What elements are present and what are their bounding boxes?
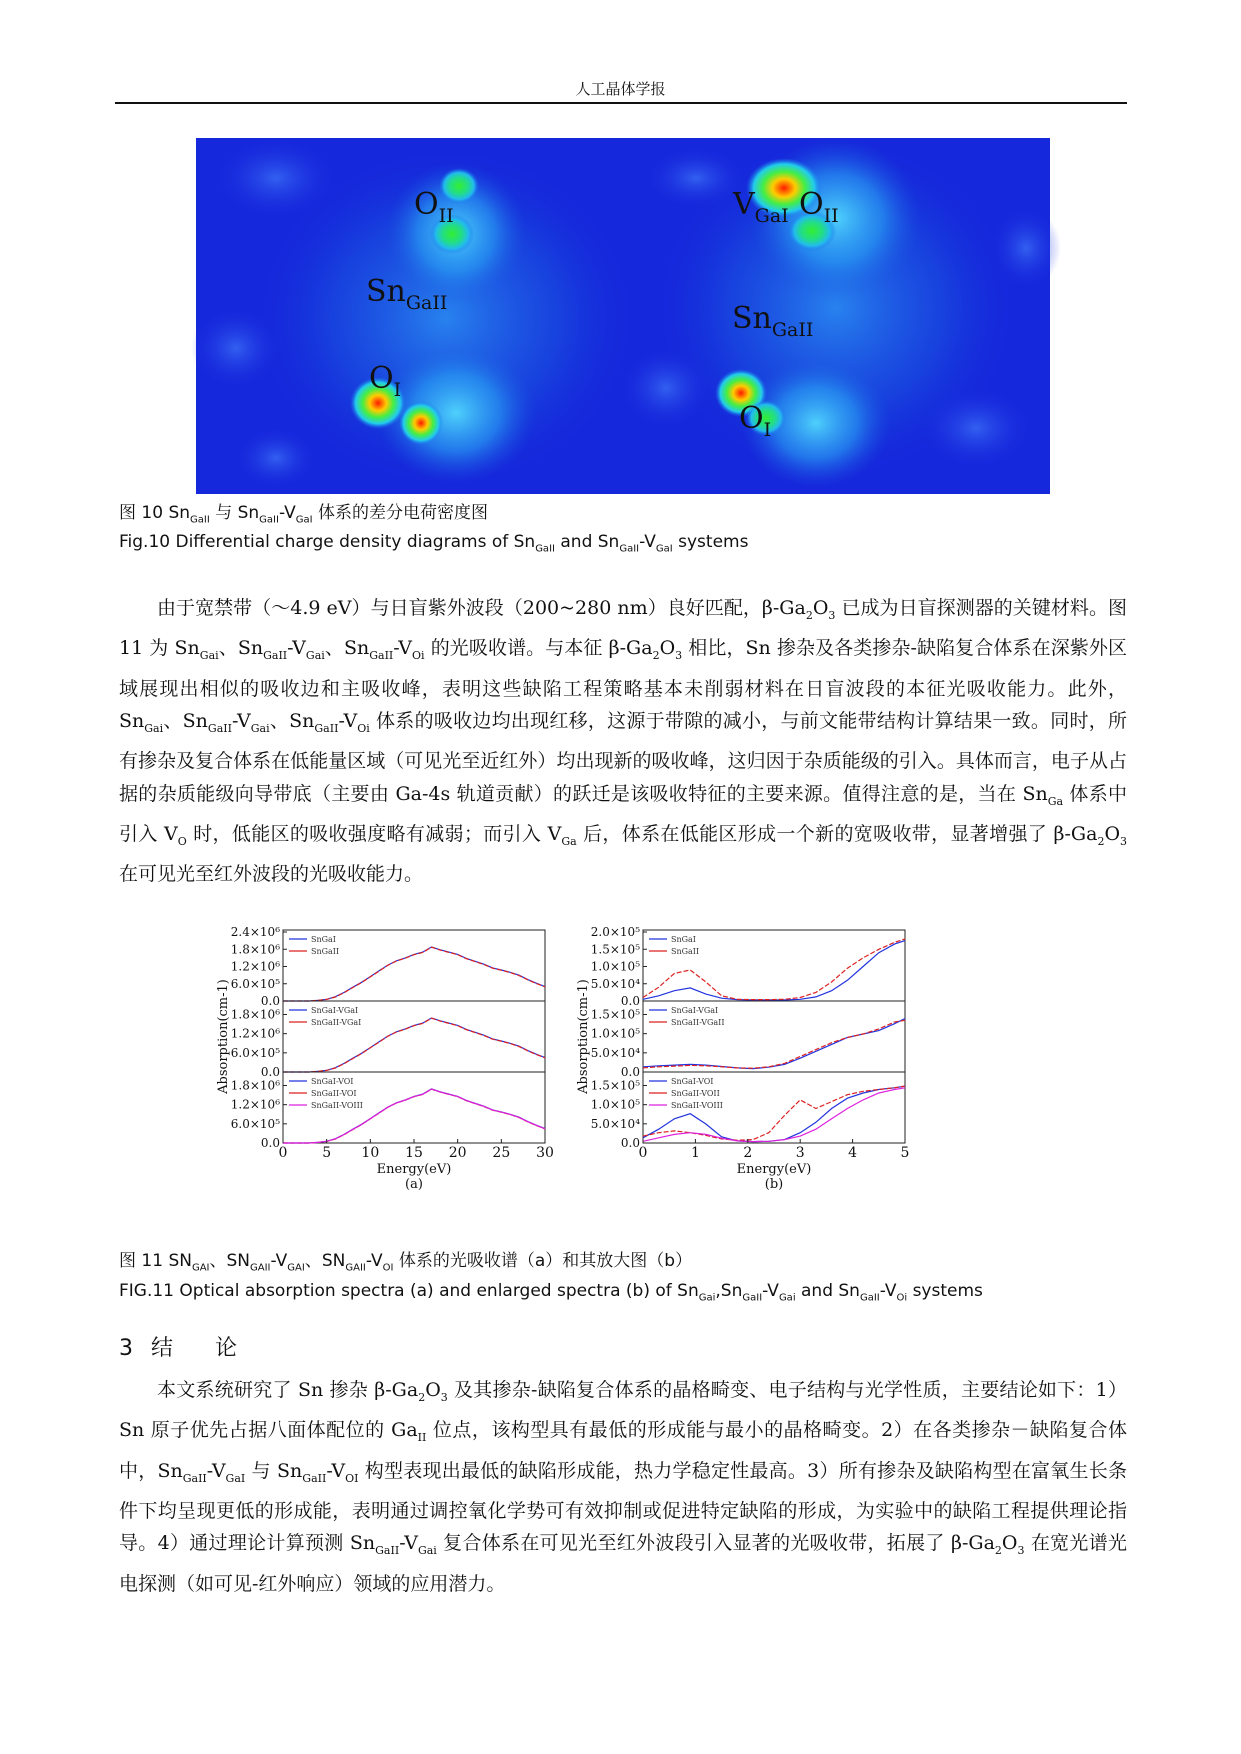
x-axis-label: Energy(eV) (736, 1162, 812, 1177)
label-left-o2: $O_{II}$ (414, 187, 454, 227)
y-tick-label: 2.4×10⁶ (230, 925, 280, 939)
series-line (643, 1020, 905, 1068)
y-tick-label: 0.0 (260, 1065, 280, 1079)
y-axis-label: Absorption(cm-1) (576, 979, 591, 1094)
legend-label: SnGaII-VGaII (671, 1018, 725, 1027)
y-tick-label: 6.0×10⁵ (230, 1045, 280, 1060)
y-tick-label: 6.0×10⁵ (230, 1116, 280, 1131)
fig11-caption-cn: 图 11 $SN_{GAI}$、$SN_{GAII}-V_{GAI}$、$SN_{GAII}-V_{OI}$ 体系的光吸收谱（a）和其放大图（b） (119, 1251, 693, 1274)
y-tick-label: 2.0×10⁵ (590, 925, 640, 939)
y-tick-label: 0.0 (260, 994, 280, 1008)
y-tick-label: 1.0×10⁵ (590, 1097, 640, 1112)
x-tick-label: 25 (492, 1145, 511, 1161)
x-tick-label: 4 (848, 1145, 858, 1161)
y-tick-label: 1.2×10⁶ (230, 959, 280, 974)
legend-label: SnGaII (671, 947, 700, 956)
y-tick-label: 1.2×10⁶ (230, 1097, 280, 1112)
label-right-o1-sub: I (763, 419, 772, 441)
label-left-o1: $O_I$ (369, 361, 402, 401)
label-right-o1: $O_I$ (739, 401, 772, 441)
legend-label: SnGaI-VGaI (671, 1006, 719, 1015)
y-tick-label: 0.0 (260, 1136, 280, 1150)
y-tick-label: 1.5×10⁵ (590, 1007, 640, 1022)
paragraph-absorption: 由于宽禁带（～4.9 eV）与日盲紫外波段（200~280 nm）良好匹配，$\beta-Ga_2O_3$ 已成为日盲探测器的关键材料。图 11 为 $Sn_{Gai}$、$Sn_{GaII}-V_{Gai}$、$Sn_{GaII}-V_{Oi}$ 的光吸收谱。与本征 $\beta-Ga_2O_3$ 相比，Sn 掺杂及各类掺杂-缺陷复合体系在深紫外区域展现出相似的吸收边和主吸收峰，表明这些缺陷工程策略基本未削弱材料在日盲波段的本征光吸收能力。此外，$Sn_{Gai}$、$Sn_{GaII}-V_{Gai}$、$Sn_{GaII}-V_{Oi}$ 体系的吸收边均出现红移，这源于带隙的减小，与前文能带结构计算结果一致。同时，所有掺杂及复合体系在低能量区域（可见光至近红外）均出现新的吸收峰，这归因于杂质能级的引入。具体而言，电子从占据的杂质能级向导带底（主要由 Ga-4s 轨道贡献）的跃迁是该吸收特征的主要来源。值得注意的是，当在 $Sn_{Ga}$ 体系中引入 $V_O$ 时，低能区的吸收强度略有减弱；而引入 $V_{Ga}$ 后，体系在低能区形成一个新的宽吸收带，显著增强了 $\beta-Ga_2O_3$ 在可见光至红外波段的光吸收能力。 (119, 597, 1128, 886)
y-tick-label: 1.0×10⁵ (590, 1026, 640, 1041)
x-axis-label: Energy(eV) (376, 1162, 452, 1177)
x-tick-label: 5 (900, 1145, 910, 1161)
fig11-caption-en: FIG.11 Optical absorption spectra (a) and enlarged spectra (b) of $Sn_{Gai},Sn_{GaII}-V_{Gai}$ and $Sn_{GaII}-V_{Oi}$ systems (119, 1281, 983, 1304)
header-rule (115, 102, 1127, 104)
legend-label: SnGaI (311, 935, 336, 944)
y-tick-label: 1.5×10⁵ (590, 942, 640, 957)
x-tick-label: 5 (322, 1145, 332, 1161)
panel-label: (b) (764, 1177, 784, 1192)
label-right-v: $V_{GaI}$ (733, 187, 789, 227)
y-tick-label: 6.0×10⁵ (230, 976, 280, 991)
panel-label: (a) (405, 1177, 423, 1192)
section-heading-conclusion: 3 结 论 (119, 1336, 238, 1361)
y-axis-label: Absorption(cm-1) (216, 979, 231, 1094)
x-tick-label: 15 (405, 1145, 423, 1161)
label-right-o2: $O_{II}$ (799, 187, 839, 227)
y-tick-label: 5.0×10⁴ (590, 976, 640, 991)
charge-density-map (196, 138, 1050, 494)
label-left-o2-sub: II (438, 205, 454, 227)
y-tick-label: 0.0 (620, 1065, 640, 1079)
x-tick-label: 1 (690, 1145, 700, 1161)
y-tick-label: 5.0×10⁴ (590, 1116, 640, 1131)
legend-label: SnGaII-VOI (311, 1089, 357, 1098)
legend-label: SnGaI (671, 935, 696, 944)
legend-label: SnGaII-VOIII (671, 1101, 723, 1110)
x-tick-label: 2 (743, 1145, 753, 1161)
y-tick-label: 1.5×10⁵ (590, 1078, 640, 1093)
legend-label: SnGaII-VOIII (311, 1101, 363, 1110)
y-tick-label: 5.0×10⁴ (590, 1045, 640, 1060)
x-tick-label: 0 (278, 1145, 288, 1161)
legend-label: SnGaI-VGaI (311, 1006, 359, 1015)
label-left-sn: $Sn_{GaII}$ (366, 274, 448, 314)
y-tick-label: 1.0×10⁵ (590, 959, 640, 974)
x-tick-label: 30 (536, 1145, 554, 1161)
y-tick-label: 0.0 (620, 1136, 640, 1150)
y-tick-label: 1.8×10⁶ (230, 1007, 280, 1022)
y-tick-label: 1.2×10⁶ (230, 1026, 280, 1041)
x-tick-label: 0 (638, 1145, 648, 1161)
fig10-caption-cn: 图 10 $Sn_{GaII}$ 与 $Sn_{GaII}-V_{GaI}$ 体系的差分电荷密度图 (119, 503, 488, 526)
legend-label: SnGaII-VOII (671, 1089, 720, 1098)
x-tick-label: 10 (361, 1145, 380, 1161)
x-tick-label: 20 (448, 1145, 467, 1161)
label-right-v-sub: GaI (754, 205, 789, 227)
label-right-sn: $Sn_{GaII}$ (732, 301, 814, 341)
journal-header: 人工晶体学报 (575, 80, 666, 98)
label-left-sn-sub: GaII (405, 292, 448, 314)
y-tick-label: 1.8×10⁶ (230, 942, 280, 957)
legend-label: SnGaI-VOI (671, 1077, 714, 1086)
label-right-o2-sub: II (823, 205, 839, 227)
legend-label: SnGaI-VOI (311, 1077, 354, 1086)
y-tick-label: 0.0 (620, 994, 640, 1008)
label-right-sn-sub: GaII (771, 319, 814, 341)
label-left-o1-sub: I (393, 379, 402, 401)
x-tick-label: 3 (795, 1145, 805, 1161)
fig10-caption-en: Fig.10 Differential charge density diagrams of $Sn_{GaII}$ and $Sn_{GaII}-V_{GaI}$ systems (119, 532, 749, 555)
absorption-spectra-figure (216, 920, 1025, 1245)
legend-label: SnGaII (311, 947, 340, 956)
legend-label: SnGaII-VGaI (311, 1018, 362, 1027)
paragraph-conclusion: 本文系统研究了 Sn 掺杂 $\beta-Ga_2O_3$ 及其掺杂-缺陷复合体系的晶格畸变、电子结构与光学性质，主要结论如下：1）Sn 原子优先占据八面体配位的 $Ga_{II}$ 位点，该构型具有最低的形成能与最小的晶格畸变。2）在各类掺杂－缺陷复合体中，$Sn_{GaII}-V_{GaI}$ 与 $Sn_{GaII}-V_{OI}$ 构型表现出最低的缺陷形成能，热力学稳定性最高。3）所有掺杂及缺陷构型在富氧生长条件下均呈现更低的形成能，表明通过调控氧化学势可有效抑制或促进特定缺陷的形成，为实验中的缺陷工程提供理论指导。4）通过理论计算预测 $Sn_{GaII}-V_{Gai}$ 复合体系在可见光至红外波段引入显著的光吸收带，拓展了 $\beta-Ga_2O_3$ 在宽光谱光电探测（如可见-红外响应）领域的应用潜力。 (119, 1379, 1127, 1595)
y-tick-label: 1.8×10⁶ (230, 1078, 280, 1093)
